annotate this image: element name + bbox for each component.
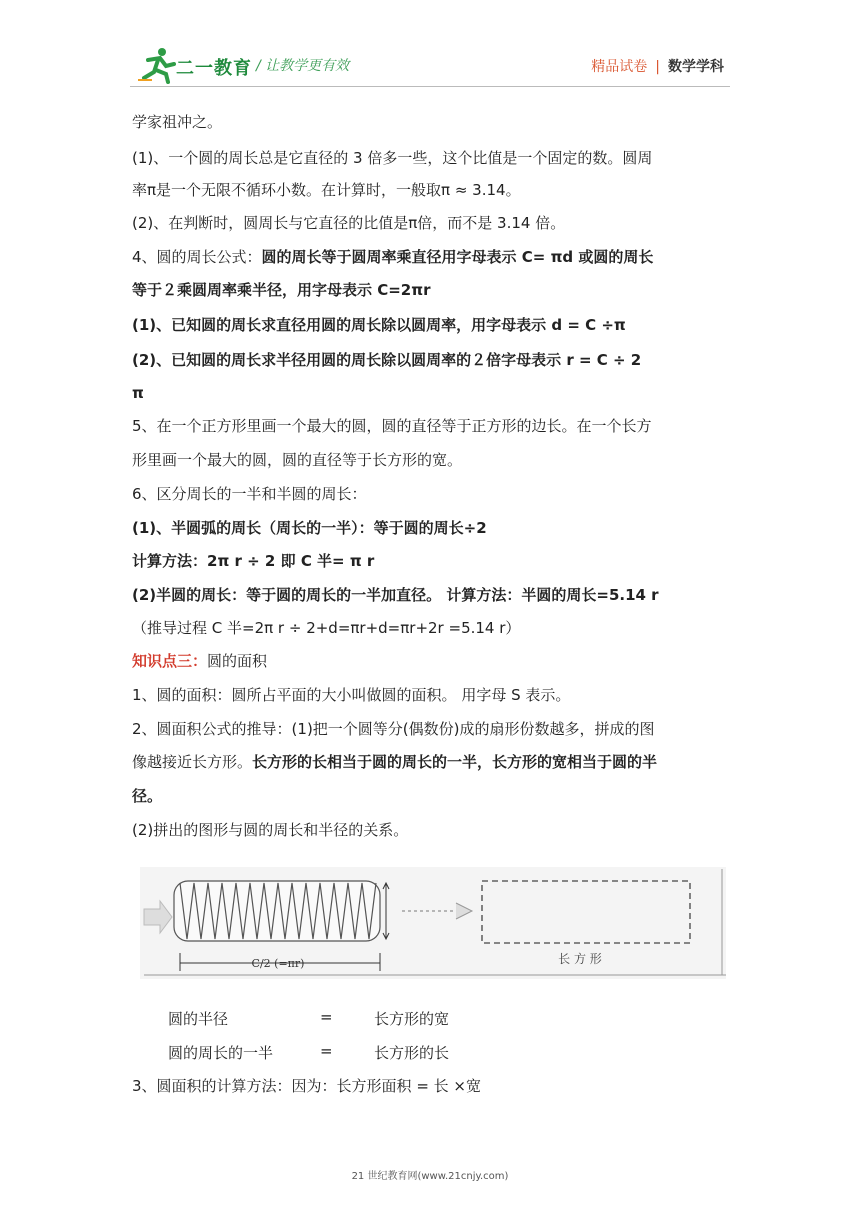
sector-coil-shape [174,881,380,941]
header-subject [591,56,724,76]
header-separator: | [655,59,660,75]
logo-text: 二一教育 [176,58,252,79]
text-line: (2)、在判断时，圆周长与它直径的比值是π倍，而不是 3.14 倍。 [132,214,566,232]
text-line: 2、圆面积公式的推导：(1)把一个圆等分(偶数份)成的扇形份数越多，拼成的图 [132,720,655,738]
relation-eq: = [320,1008,333,1026]
header-label-b: 数学学科 [668,59,724,75]
relation-left: 圆的周长的一半 [168,1044,274,1062]
text-line: 计算方法：2π r ÷ 2 即 C 半= π r [132,552,375,570]
text-line: 径。 [132,787,163,805]
relation-right: 长方形的长 [374,1044,450,1062]
section-heading [132,651,267,671]
slogan: / 让教学更有效 [256,58,350,74]
text-line [132,752,657,772]
text-line: 3、圆面积的计算方法：因为：长方形面积 = 长 ×宽 [132,1077,481,1095]
bold-text-run: 长方形的长相当于圆的周长的一半，长方形的宽相当于圆的半 [252,753,658,771]
text-line: 率π是一个无限不循环小数。在计算时，一般取π ≈ 3.14。 [132,181,521,199]
relation-right: 长方形的宽 [374,1010,450,1028]
header-divider [130,86,730,87]
section-label: 知识点三： [132,652,208,670]
page-footer: 21 世纪教育网(www.21cnjy.com) [351,1171,509,1182]
text-line: π [132,384,144,402]
section-title: 圆的面积 [207,652,268,670]
text-line: 1、圆的面积：圆所占平面的大小叫做圆的面积。 用字母 S 表示。 [132,686,571,704]
page-header [0,0,860,100]
text-line: (1)、半圆弧的周长（周长的一半）：等于圆的周长÷2 [132,519,487,537]
text-line: (1)、已知圆的周长求直径用圆的周长除以圆周率，用字母表示 d = C ÷π [132,316,626,334]
rectangle-label: 长 方 形 [558,952,602,966]
header-label-a: 精品试卷 [591,59,648,75]
bold-text-run: 圆的周长等于圆周率乘直径用字母表示 C= πd 或圆的周长 [261,248,654,266]
text-line: 形里画一个最大的圆，圆的直径等于长方形的宽。 [132,451,463,469]
text-line: (2)半圆的周长：等于圆的周长的一半加直径。 计算方法：半圆的周长=5.14 r [132,586,659,604]
text-line: (2)、已知圆的周长求半径用圆的周长除以圆周率的２倍字母表示 r = C ÷ 2 [132,351,642,369]
text-line: 5、在一个正方形里画一个最大的圆，圆的直径等于正方形的边长。在一个长方 [132,417,652,435]
text-line: 学家祖冲之。 [132,113,223,131]
width-dimension-label: C/2 (=πr) [251,957,305,970]
text-run: 4、圆的周长公式： [132,248,262,266]
text-line: 等于２乘圆周率乘半径，用字母表示 C=2πr [132,281,431,299]
text-line [132,247,653,267]
text-line: （推导过程 C 半=2π r ÷ 2+d=πr+d=πr+2r =5.14 r） [132,619,521,637]
relation-left: 圆的半径 [168,1010,229,1028]
relation-eq: = [320,1042,333,1060]
text-run: 像越接近长方形。 [132,753,253,771]
text-line: (1)、一个圆的周长总是它直径的 3 倍多一些，这个比值是一个固定的数。圆周 [132,149,653,167]
circle-to-rectangle-figure [140,867,726,979]
text-line: (2)拼出的图形与圆的周长和半径的关系。 [132,821,409,839]
text-line: 6、区分周长的一半和半圆的周长： [132,485,367,503]
runner-logo-icon [136,44,176,84]
